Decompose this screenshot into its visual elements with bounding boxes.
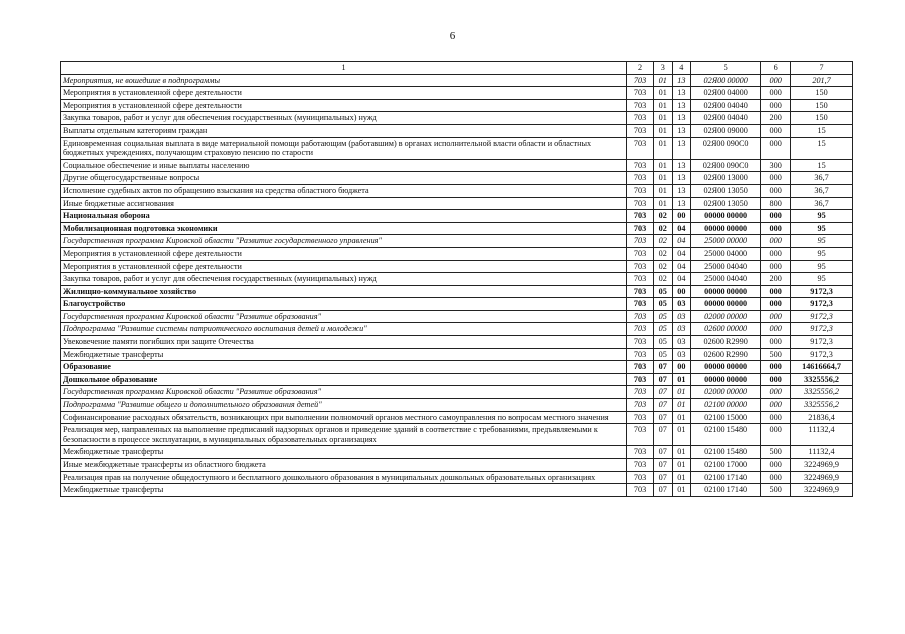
target-article-cell: 25000 04040	[691, 273, 761, 286]
amount-cell: 95	[791, 273, 853, 286]
item-name-cell: Мероприятия в установленной сфере деятельности	[61, 99, 627, 112]
table-row	[61, 361, 853, 374]
ministry-code-cell: 703	[627, 99, 654, 112]
ministry-code-cell: 703	[627, 411, 654, 424]
target-article-cell: 02100 15000	[691, 411, 761, 424]
section-code-cell: 01	[653, 87, 672, 100]
section-code-cell: 02	[653, 235, 672, 248]
item-name-cell: Межбюджетные трансферты	[61, 348, 627, 361]
amount-cell: 14616664,7	[791, 361, 853, 374]
item-name-cell: Иные бюджетные ассигнования	[61, 197, 627, 210]
expense-type-cell: 000	[761, 210, 791, 223]
table-row	[61, 446, 853, 459]
ministry-code-cell: 703	[627, 484, 654, 497]
target-article-cell: 02Я00 09000	[691, 124, 761, 137]
subsection-code-cell: 00	[672, 210, 691, 223]
item-name-cell: Иные межбюджетные трансферты из областного бюджета	[61, 459, 627, 472]
table-row	[61, 424, 853, 446]
target-article-cell: 02Я00 04000	[691, 87, 761, 100]
target-article-cell: 00000 00000	[691, 222, 761, 235]
item-name-cell: Реализация мер, направленных на выполнение предписаний надзорных органов и приведение зданий в соответствие с требованиями, предъявляемыми к безопасности в процессе эксплуатации, в муниципальных образовательных организациях	[61, 424, 627, 446]
item-name-cell: Мероприятия в установленной сфере деятельности	[61, 87, 627, 100]
target-article-cell: 00000 00000	[691, 361, 761, 374]
subsection-code-cell: 00	[672, 285, 691, 298]
item-name-cell: Мероприятия в установленной сфере деятельности	[61, 247, 627, 260]
section-code-cell: 01	[653, 197, 672, 210]
amount-cell: 21836,4	[791, 411, 853, 424]
section-code-cell: 07	[653, 471, 672, 484]
expense-type-cell: 000	[761, 424, 791, 446]
section-code-cell: 07	[653, 373, 672, 386]
table-row	[61, 235, 853, 248]
section-code-cell: 07	[653, 399, 672, 412]
amount-cell: 11132,4	[791, 446, 853, 459]
amount-cell: 3325556,2	[791, 386, 853, 399]
target-article-cell: 02100 00000	[691, 399, 761, 412]
item-name-cell: Государственная программа Кировской области "Развитие образования"	[61, 310, 627, 323]
table-row	[61, 112, 853, 125]
target-article-cell: 02600 R2990	[691, 336, 761, 349]
header-cell: 7	[791, 62, 853, 75]
section-code-cell: 07	[653, 386, 672, 399]
section-code-cell: 01	[653, 112, 672, 125]
table-row	[61, 197, 853, 210]
item-name-cell: Дошкольное образование	[61, 373, 627, 386]
amount-cell: 3325556,2	[791, 399, 853, 412]
expense-type-cell: 000	[761, 87, 791, 100]
amount-cell: 36,7	[791, 184, 853, 197]
ministry-code-cell: 703	[627, 172, 654, 185]
subsection-code-cell: 04	[672, 260, 691, 273]
expense-type-cell: 200	[761, 112, 791, 125]
ministry-code-cell: 703	[627, 459, 654, 472]
subsection-code-cell: 01	[672, 471, 691, 484]
target-article-cell: 02Я00 13050	[691, 197, 761, 210]
section-code-cell: 01	[653, 172, 672, 185]
target-article-cell: 25000 04040	[691, 260, 761, 273]
table-row	[61, 247, 853, 260]
ministry-code-cell: 703	[627, 235, 654, 248]
target-article-cell: 00000 00000	[691, 373, 761, 386]
amount-cell: 150	[791, 99, 853, 112]
table-row	[61, 348, 853, 361]
table-row	[61, 124, 853, 137]
item-name-cell: Государственная программа Кировской области "Развитие образования"	[61, 386, 627, 399]
amount-cell: 11132,4	[791, 424, 853, 446]
ministry-code-cell: 703	[627, 399, 654, 412]
ministry-code-cell: 703	[627, 471, 654, 484]
subsection-code-cell: 13	[672, 172, 691, 185]
subsection-code-cell: 13	[672, 159, 691, 172]
ministry-code-cell: 703	[627, 124, 654, 137]
amount-cell: 3224969,9	[791, 471, 853, 484]
ministry-code-cell: 703	[627, 424, 654, 446]
item-name-cell: Межбюджетные трансферты	[61, 446, 627, 459]
subsection-code-cell: 01	[672, 459, 691, 472]
item-name-cell: Мобилизационная подготовка экономики	[61, 222, 627, 235]
table-row	[61, 285, 853, 298]
expense-type-cell: 000	[761, 74, 791, 87]
amount-cell: 9172,3	[791, 310, 853, 323]
section-code-cell: 01	[653, 137, 672, 159]
item-name-cell: Национальная оборона	[61, 210, 627, 223]
subsection-code-cell: 01	[672, 386, 691, 399]
target-article-cell: 02Я00 00000	[691, 74, 761, 87]
section-code-cell: 05	[653, 310, 672, 323]
ministry-code-cell: 703	[627, 310, 654, 323]
amount-cell: 9172,3	[791, 285, 853, 298]
header-cell: 1	[61, 62, 627, 75]
subsection-code-cell: 13	[672, 99, 691, 112]
section-code-cell: 05	[653, 323, 672, 336]
expense-type-cell: 000	[761, 459, 791, 472]
subsection-code-cell: 01	[672, 373, 691, 386]
amount-cell: 3325556,2	[791, 373, 853, 386]
table-row	[61, 172, 853, 185]
section-code-cell: 02	[653, 273, 672, 286]
ministry-code-cell: 703	[627, 260, 654, 273]
section-code-cell: 01	[653, 159, 672, 172]
item-name-cell: Жилищно-коммунальное хозяйство	[61, 285, 627, 298]
expense-type-cell: 000	[761, 471, 791, 484]
section-code-cell: 02	[653, 247, 672, 260]
amount-cell: 9172,3	[791, 323, 853, 336]
item-name-cell: Образование	[61, 361, 627, 374]
expense-type-cell: 500	[761, 348, 791, 361]
subsection-code-cell: 13	[672, 112, 691, 125]
table-header-row	[61, 62, 853, 75]
section-code-cell: 01	[653, 184, 672, 197]
header-cell: 4	[672, 62, 691, 75]
amount-cell: 95	[791, 247, 853, 260]
expense-type-cell: 000	[761, 184, 791, 197]
table-row	[61, 336, 853, 349]
expense-type-cell: 000	[761, 361, 791, 374]
expense-type-cell: 000	[761, 222, 791, 235]
section-code-cell: 02	[653, 260, 672, 273]
expense-type-cell: 000	[761, 399, 791, 412]
item-name-cell: Закупка товаров, работ и услуг для обеспечения государственных (муниципальных) нужд	[61, 112, 627, 125]
table-row	[61, 310, 853, 323]
ministry-code-cell: 703	[627, 373, 654, 386]
subsection-code-cell: 03	[672, 298, 691, 311]
table-row	[61, 159, 853, 172]
section-code-cell: 02	[653, 222, 672, 235]
item-name-cell: Реализация прав на получение общедоступного и бесплатного дошкольного образования в муниципальных дошкольных образовательных организациях	[61, 471, 627, 484]
item-name-cell: Подпрограмма "Развитие общего и дополнительного образования детей"	[61, 399, 627, 412]
expense-type-cell: 000	[761, 235, 791, 248]
amount-cell: 15	[791, 137, 853, 159]
expense-type-cell: 000	[761, 386, 791, 399]
subsection-code-cell: 01	[672, 424, 691, 446]
item-name-cell: Софинансирование расходных обязательств, возникающих при выполнении полномочий органов местного самоуправления по вопросам местного значения	[61, 411, 627, 424]
target-article-cell: 02100 17000	[691, 459, 761, 472]
table-row	[61, 260, 853, 273]
item-name-cell: Увековечение памяти погибших при защите Отечества	[61, 336, 627, 349]
expense-type-cell: 000	[761, 99, 791, 112]
ministry-code-cell: 703	[627, 361, 654, 374]
target-article-cell: 02100 17140	[691, 484, 761, 497]
subsection-code-cell: 13	[672, 74, 691, 87]
expense-type-cell: 000	[761, 172, 791, 185]
section-code-cell: 05	[653, 298, 672, 311]
table-row	[61, 210, 853, 223]
item-name-cell: Другие общегосударственные вопросы	[61, 172, 627, 185]
table-row	[61, 484, 853, 497]
subsection-code-cell: 01	[672, 399, 691, 412]
section-code-cell: 05	[653, 336, 672, 349]
amount-cell: 15	[791, 124, 853, 137]
section-code-cell: 07	[653, 424, 672, 446]
subsection-code-cell: 13	[672, 184, 691, 197]
amount-cell: 201,7	[791, 74, 853, 87]
table-row	[61, 386, 853, 399]
header-cell: 5	[691, 62, 761, 75]
expense-type-cell: 000	[761, 285, 791, 298]
expense-type-cell: 000	[761, 373, 791, 386]
subsection-code-cell: 03	[672, 336, 691, 349]
amount-cell: 150	[791, 87, 853, 100]
ministry-code-cell: 703	[627, 184, 654, 197]
expense-type-cell: 500	[761, 484, 791, 497]
target-article-cell: 02Я00 13000	[691, 172, 761, 185]
expense-type-cell: 500	[761, 446, 791, 459]
amount-cell: 95	[791, 235, 853, 248]
ministry-code-cell: 703	[627, 222, 654, 235]
table-row	[61, 273, 853, 286]
target-article-cell: 02100 15480	[691, 424, 761, 446]
amount-cell: 36,7	[791, 197, 853, 210]
item-name-cell: Социальное обеспечение и иные выплаты населению	[61, 159, 627, 172]
expense-type-cell: 000	[761, 124, 791, 137]
subsection-code-cell: 03	[672, 323, 691, 336]
expense-type-cell: 300	[761, 159, 791, 172]
ministry-code-cell: 703	[627, 74, 654, 87]
ministry-code-cell: 703	[627, 159, 654, 172]
amount-cell: 95	[791, 260, 853, 273]
target-article-cell: 02600 00000	[691, 323, 761, 336]
expense-type-cell: 000	[761, 336, 791, 349]
ministry-code-cell: 703	[627, 137, 654, 159]
expense-type-cell: 000	[761, 411, 791, 424]
expense-type-cell: 200	[761, 273, 791, 286]
budget-table	[60, 61, 853, 497]
subsection-code-cell: 01	[672, 446, 691, 459]
subsection-code-cell: 01	[672, 484, 691, 497]
ministry-code-cell: 703	[627, 112, 654, 125]
subsection-code-cell: 03	[672, 310, 691, 323]
subsection-code-cell: 04	[672, 222, 691, 235]
expense-type-cell: 000	[761, 323, 791, 336]
expense-type-cell: 000	[761, 260, 791, 273]
expense-type-cell: 000	[761, 298, 791, 311]
target-article-cell: 02Я00 13050	[691, 184, 761, 197]
page-number: 6	[449, 30, 456, 42]
amount-cell: 9172,3	[791, 336, 853, 349]
section-code-cell: 07	[653, 411, 672, 424]
amount-cell: 3224969,9	[791, 484, 853, 497]
ministry-code-cell: 703	[627, 247, 654, 260]
ministry-code-cell: 703	[627, 285, 654, 298]
ministry-code-cell: 703	[627, 348, 654, 361]
amount-cell: 150	[791, 112, 853, 125]
section-code-cell: 07	[653, 446, 672, 459]
subsection-code-cell: 13	[672, 87, 691, 100]
section-code-cell: 05	[653, 348, 672, 361]
item-name-cell: Подпрограмма "Развитие системы патриотического воспитания детей и молодежи"	[61, 323, 627, 336]
table-row	[61, 87, 853, 100]
item-name-cell: Исполнение судебных актов по обращению взыскания на средства областного бюджета	[61, 184, 627, 197]
section-code-cell: 02	[653, 210, 672, 223]
expense-type-cell: 800	[761, 197, 791, 210]
ministry-code-cell: 703	[627, 446, 654, 459]
item-name-cell: Межбюджетные трансферты	[61, 484, 627, 497]
expense-type-cell: 000	[761, 310, 791, 323]
target-article-cell: 02Я00 04040	[691, 99, 761, 112]
subsection-code-cell: 00	[672, 361, 691, 374]
table-row	[61, 298, 853, 311]
ministry-code-cell: 703	[627, 298, 654, 311]
target-article-cell: 02Я00 090С0	[691, 137, 761, 159]
subsection-code-cell: 03	[672, 348, 691, 361]
amount-cell: 3224969,9	[791, 459, 853, 472]
section-code-cell: 01	[653, 74, 672, 87]
target-article-cell: 25000 00000	[691, 235, 761, 248]
item-name-cell: Мероприятия, не вошедшие в подпрограммы	[61, 74, 627, 87]
ministry-code-cell: 703	[627, 210, 654, 223]
target-article-cell: 00000 00000	[691, 210, 761, 223]
expense-type-cell: 000	[761, 137, 791, 159]
target-article-cell: 00000 00000	[691, 285, 761, 298]
amount-cell: 95	[791, 210, 853, 223]
item-name-cell: Закупка товаров, работ и услуг для обеспечения государственных (муниципальных) нужд	[61, 273, 627, 286]
table-body	[61, 74, 853, 496]
amount-cell: 36,7	[791, 172, 853, 185]
item-name-cell: Выплаты отдельным категориям граждан	[61, 124, 627, 137]
header-cell: 3	[653, 62, 672, 75]
header-cell: 6	[761, 62, 791, 75]
item-name-cell: Мероприятия в установленной сфере деятельности	[61, 260, 627, 273]
target-article-cell: 02Я00 04040	[691, 112, 761, 125]
section-code-cell: 07	[653, 484, 672, 497]
expense-type-cell: 000	[761, 247, 791, 260]
header-cell: 2	[627, 62, 654, 75]
item-name-cell: Благоустройство	[61, 298, 627, 311]
subsection-code-cell: 01	[672, 411, 691, 424]
target-article-cell: 00000 00000	[691, 298, 761, 311]
subsection-code-cell: 04	[672, 247, 691, 260]
target-article-cell: 02000 00000	[691, 310, 761, 323]
table-row	[61, 137, 853, 159]
subsection-code-cell: 04	[672, 273, 691, 286]
subsection-code-cell: 13	[672, 137, 691, 159]
table-row	[61, 222, 853, 235]
amount-cell: 9172,3	[791, 298, 853, 311]
target-article-cell: 02Я00 090С0	[691, 159, 761, 172]
table-row	[61, 399, 853, 412]
subsection-code-cell: 04	[672, 235, 691, 248]
amount-cell: 95	[791, 222, 853, 235]
table-row	[61, 323, 853, 336]
subsection-code-cell: 13	[672, 197, 691, 210]
table-row	[61, 74, 853, 87]
table-row	[61, 471, 853, 484]
table-row	[61, 99, 853, 112]
ministry-code-cell: 703	[627, 273, 654, 286]
section-code-cell: 05	[653, 285, 672, 298]
table-row	[61, 373, 853, 386]
subsection-code-cell: 13	[672, 124, 691, 137]
ministry-code-cell: 703	[627, 323, 654, 336]
ministry-code-cell: 703	[627, 197, 654, 210]
target-article-cell: 02100 17140	[691, 471, 761, 484]
item-name-cell: Единовременная социальная выплата в виде материальной помощи работающим (работавшим) в органах исполнительной власти области и областных бюджетных учреждениях, получающим страховую пенсию по старости	[61, 137, 627, 159]
section-code-cell: 07	[653, 361, 672, 374]
section-code-cell: 07	[653, 459, 672, 472]
section-code-cell: 01	[653, 124, 672, 137]
target-article-cell: 25000 04000	[691, 247, 761, 260]
table-row	[61, 184, 853, 197]
ministry-code-cell: 703	[627, 386, 654, 399]
ministry-code-cell: 703	[627, 336, 654, 349]
item-name-cell: Государственная программа Кировской области "Развитие государственного управления"	[61, 235, 627, 248]
ministry-code-cell: 703	[627, 87, 654, 100]
section-code-cell: 01	[653, 99, 672, 112]
table-row	[61, 411, 853, 424]
table-row	[61, 459, 853, 472]
amount-cell: 15	[791, 159, 853, 172]
target-article-cell: 02000 00000	[691, 386, 761, 399]
target-article-cell: 02600 R2990	[691, 348, 761, 361]
target-article-cell: 02100 15480	[691, 446, 761, 459]
amount-cell: 9172,3	[791, 348, 853, 361]
